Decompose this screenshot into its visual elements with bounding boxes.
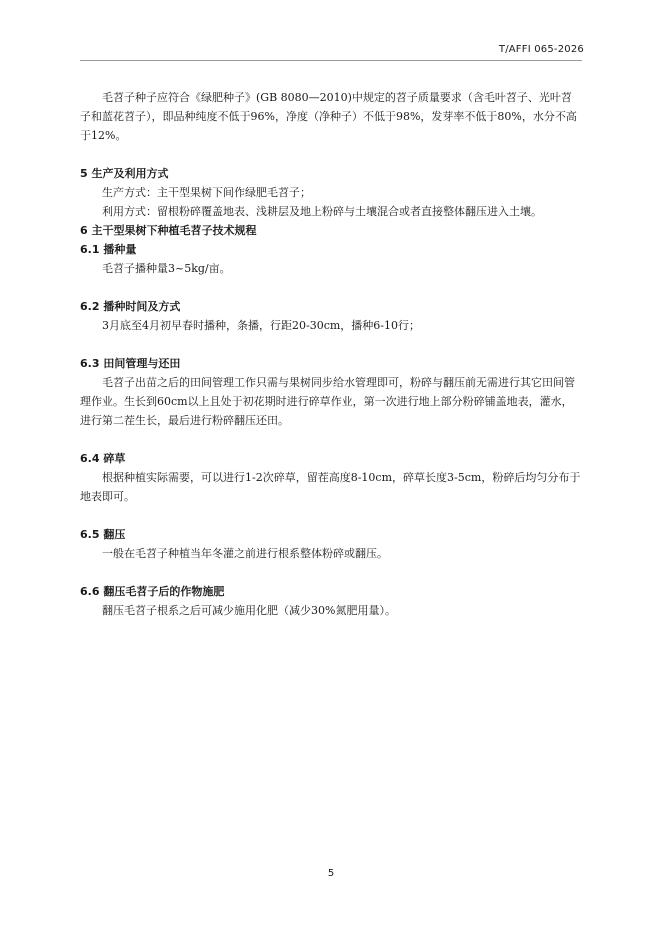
intro-paragraph: 毛苕子种子应符合《绿肥种子》(GB 8080—2010)中规定的苕子质量要求（含毛叶苕子、光叶苕子和蓝花苕子），即品种纯度不低于96%，净度（净种子）不低于98%，发芽率不低于80%，水分不高于12%。 [80, 91, 577, 142]
document-body [80, 88, 582, 620]
document-code: T/AFFI 065-2026 [498, 44, 584, 55]
section-6-3-text: 毛苕子出苗之后的田间管理工作只需与果树同步给水管理即可，粉碎与翻压前无需进行其它田间管理作业。生长到60cm以上且处于初花期时进行碎草作业，第一次进行地上部分粉碎铺盖地表，灌水，进行第二茬生长，最后进行粉碎翻压还田。 [80, 376, 575, 427]
section-6-6-text: 翻压毛苕子根系之后可减少施用化肥（减少30%氮肥用量）。 [102, 604, 396, 617]
page-number: 5 [327, 868, 335, 879]
header-rule [80, 60, 582, 61]
section-6-1-text: 毛苕子播种量3~5kg/亩。 [102, 262, 231, 275]
section-6-2-heading: 6.2 播种时间及方式 [80, 300, 181, 313]
section-6-heading: 6 主干型果树下种植毛苕子技术规程 [80, 224, 257, 237]
section-6-4-heading: 6.4 碎草 [80, 452, 126, 465]
section-5-heading: 5 生产及利用方式 [80, 167, 169, 180]
section-6-4-text: 根据种植实际需要，可以进行1-2次碎草，留茬高度8-10cm，碎草长度3-5cm，粉碎后均匀分布于地表即可。 [80, 471, 581, 503]
section-6-6-heading: 6.6 翻压毛苕子后的作物施肥 [80, 585, 225, 598]
section-6-3-heading: 6.3 田间管理与还田 [80, 357, 181, 370]
production-method: 生产方式：主干型果树下间作绿肥毛苕子； [102, 186, 311, 199]
section-6-2-text: 3月底至4月初早春时播种，条播，行距20-30cm，播种6-10行； [102, 319, 421, 332]
section-6-5-heading: 6.5 翻压 [80, 528, 126, 541]
utilization-method: 利用方式：留根粉碎覆盖地表、浅耕层及地上粉碎与土壤混合或者直接整体翻压进入土壤。 [102, 205, 542, 218]
section-6-1-heading: 6.1 播种量 [80, 243, 137, 256]
section-6-5-text: 一般在毛苕子种植当年冬灌之前进行根系整体粉碎或翻压。 [102, 547, 388, 560]
